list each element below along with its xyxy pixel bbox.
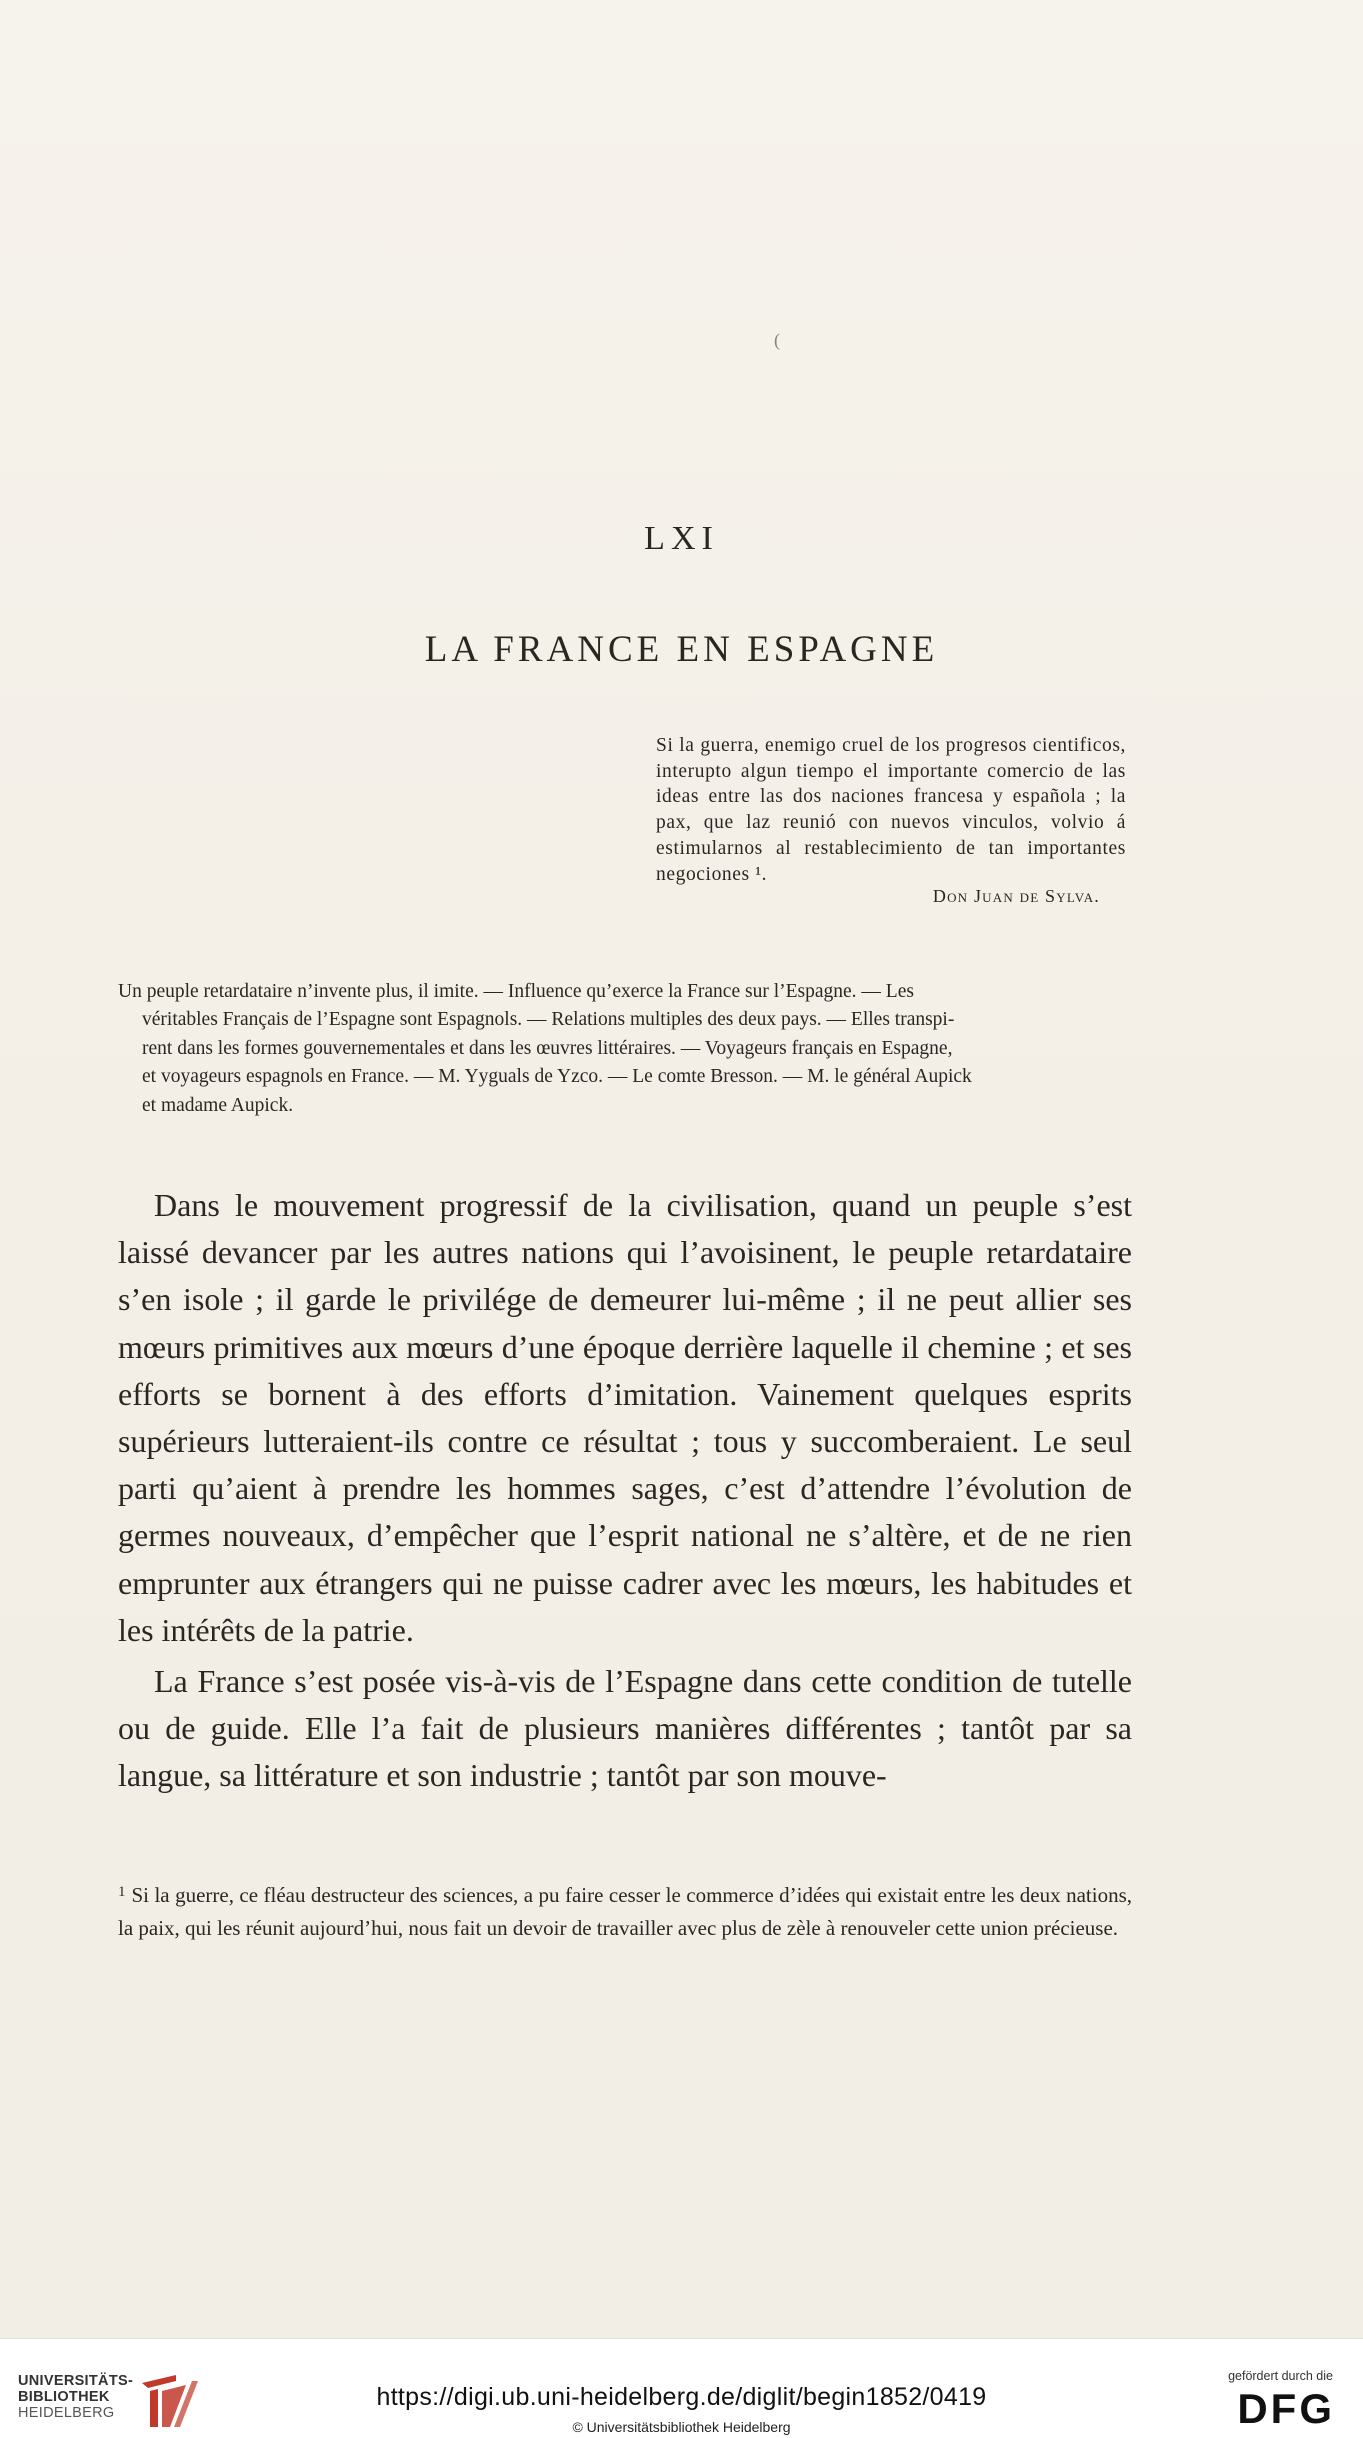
logo-line: BIBLIOTHEK: [18, 2389, 110, 2405]
body-paragraph: La France s’est posée vis-à-vis de l’Espagne dans cette condition de tutelle ou de guide. Elle l’a fait de plusieurs manières différentes ; tantôt par sa langue, sa littérature et son industrie ; tantôt par son mouve-: [118, 1663, 1132, 1794]
epigraph-source: Don Juan de Sylva.: [932, 886, 1100, 906]
summary-line: Un peuple retardataire n’invente plus, il imite. — Influence qu’exerce la France sur l’Espagne. — Les: [118, 981, 914, 1002]
body-text: [118, 1182, 1132, 1800]
body-paragraph: Dans le mouvement progressif de la civilisation, quand un peuple s’est laissé devancer par les autres nations qui l’avoisinent, le peuple retardataire s’en isole ; il garde le privilége de demeurer lui-même ; il ne peut allier ses mœurs primitives aux mœurs d’une époque derrière laquelle il chemine ; et ses efforts se bornent à des efforts d’imitation. Vainement quelques esprits supérieurs lutteraient-ils contre ce résultat ; tous y succomberaient. Le seul parti qu’aient à prendre les hommes sages, c’est d’attendre l’évolution de germes nouveaux, d’empêcher que l’esprit national ne s’altère, et de ne rien emprunter aux étrangers qui ne puisse cadrer avec les mœurs, les habitudes et les intérêts de la patrie.: [118, 1187, 1132, 1648]
footnote: [118, 1876, 1132, 1944]
chapter-summary: [118, 978, 1132, 1120]
sponsor-label: gefördert durch die: [1228, 2369, 1333, 2383]
stray-mark: (: [774, 330, 780, 350]
summary-line: rent dans les formes gouvernementales et dans les œuvres littéraires. — Voyageurs français en Espagne,: [142, 1037, 953, 1059]
logo-line: HEIDELBERG: [18, 2405, 115, 2421]
summary-line: et madame Aupick.: [142, 1094, 294, 1116]
chapter-number: LXI: [644, 520, 719, 557]
permalink-url[interactable]: https://digi.ub.uni-heidelberg.de/diglit/begin1852/0419: [376, 2383, 987, 2411]
footnote-marker: 1: [118, 1884, 126, 1900]
viewer-footer: [0, 2338, 1363, 2438]
logo-line: UNIVERSITÄTS-: [18, 2373, 134, 2389]
epigraph: Si la guerra, enemigo cruel de los progresos cientificos, interupto algun tiempo el importante comercio de las ideas entre las dos naciones francesa y española ; la pax, que laz reunió con nuevos vinculos, volvio á estimularnos al restablecimiento de tan importantes negociones ¹.: [656, 735, 1126, 885]
copyright-notice: © Universitätsbibliothek Heidelberg: [572, 2419, 791, 2435]
footnote-text: Si la guerre, ce fléau destructeur des sciences, a pu faire cesser le commerce d’idées qui existait entre les deux nations, la paix, qui les réunit aujourd’hui, nous fait un devoir de travailler avec plus de zèle à renouveler cette union précieuse.: [118, 1883, 1132, 1940]
chapter-title: LA FRANCE EN ESPAGNE: [424, 629, 939, 670]
dfg-logo[interactable]: DFG: [1237, 2385, 1335, 2432]
summary-line: véritables Français de l’Espagne sont Espagnols. — Relations multiples des deux pays. — Elles transpi-: [142, 1009, 955, 1031]
summary-line: et voyageurs espagnols en France. — M. Yyguals de Yzco. — Le comte Bresson. — M. le général Aupick: [142, 1066, 972, 1088]
